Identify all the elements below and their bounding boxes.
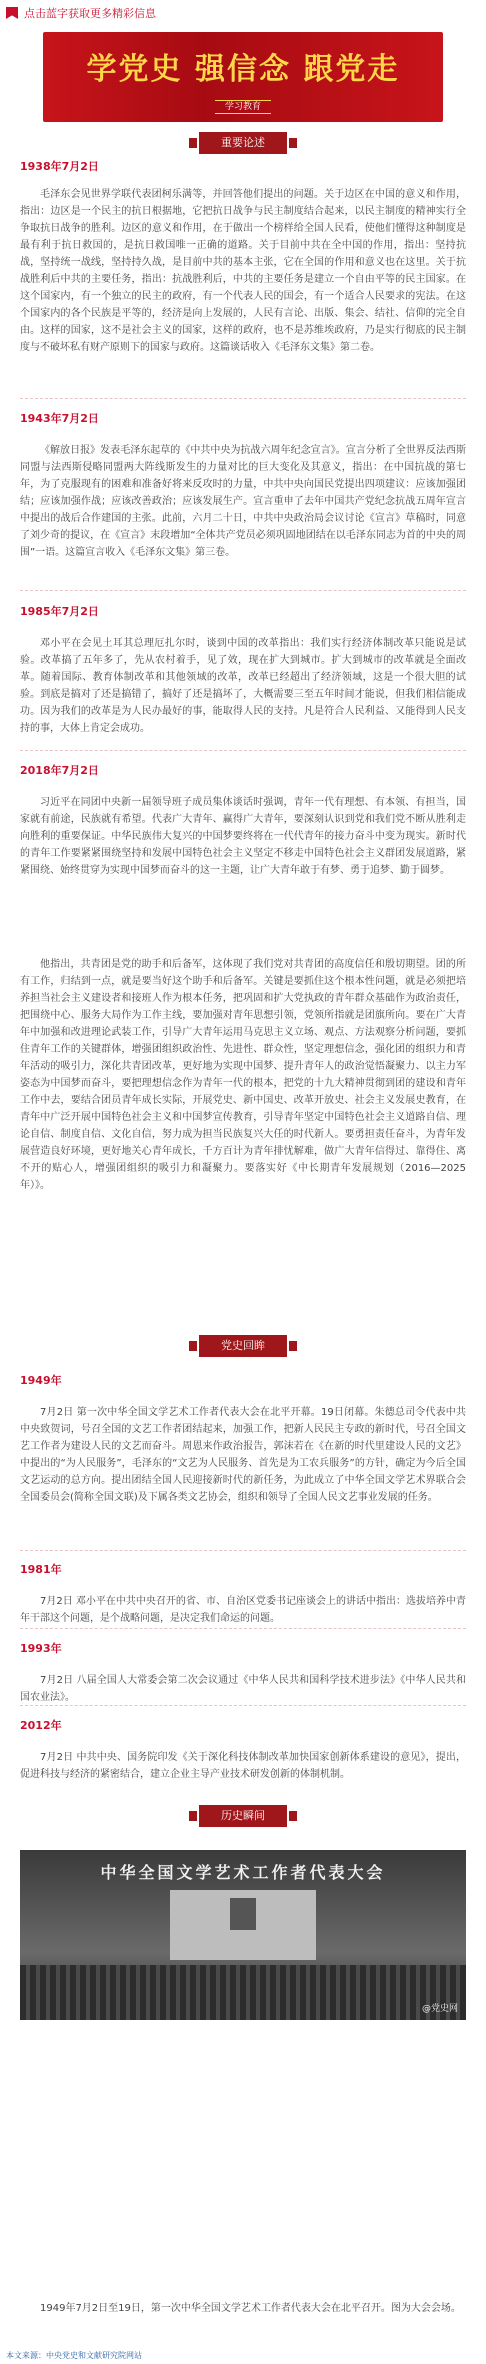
entry-text: 7月2日 邓小平在中共中央召开的省、市、自治区党委书记座谈会上的讲话中指出：选拔培养中青年干部这个问题，是个战略问题，是决定我们命运的问题。 (20, 1596, 466, 1624)
section-tag-review: 重要论述 (199, 132, 287, 154)
entry-text: 邓小平在会见土耳其总理厄扎尔时，谈到中国的改革指出：我们实行经济体制改革只能说是试验。改革搞了五年多了，先从农村着手，见了效，现在扩大到城市。扩大到城市的改革就是全面改革。随着国际、教育体制改革和其他领域的改革，改革已经超出了经济领域，这是一个很大胆的试验。到底是搞对了还是搞错了，搞好了还是搞坏了，大概需要三至五年时间才能说，但我们相信能成功。因为我们的改革是为人民办最好的事，能取得人民的支持。凡是符合人民利益、又能得到人民支持的事，大体上肯定会成功。 (20, 638, 466, 734)
entry-text: 7月2日 八届全国人大常委会第二次会议通过《中华人民共和国科学技术进步法》《中华人民共和国农业法》。 (20, 1675, 466, 1703)
section-tag-history: 党史回眸 (199, 1335, 287, 1357)
divider (20, 1705, 466, 1706)
history-1981 (0, 1561, 486, 1627)
entry-text: 习近平在同团中央新一届领导班子成员集体谈话时强调，青年一代有理想、有本领、有担当，国家就有前途，民族就有希望。代表广大青年、赢得广大青年，要深刻认识到党和我们党不断从胜利走向胜利的重要保证。中华民族伟大复兴的中国梦要终将在一代代青年的接力奋斗中变为现实。新时代的青年工作要紧紧围绕坚持和发展中国特色社会主义坚定不移走中国特色社会主义群团发展道路，紧紧围绕、始终贯穿为实现中国梦而奋斗的这一主题，让广大青年敢于有梦、勇于追梦、勤于圆梦。 (20, 797, 466, 876)
entry-date: 2018年7月2日 (20, 764, 99, 777)
photo-audience (20, 1965, 466, 2020)
banner-title: 学党史 强信念 跟党走 (86, 52, 400, 87)
divider (20, 750, 466, 751)
entry-text: 《解放日报》发表毛泽东起草的《中共中央为抗战六周年纪念宣言》。宣言分析了全世界反法西斯同盟与法西斯侵略同盟两大阵线斯发生的力量对比的巨大变化及其意义，指出：在中国抗战的第七年，为了克服现有的困难和准备好将来反攻时的力量，中共中央向国民党提出四项建议：应该加强团结；应该加强作战；应该改善政治；应该发展生产。宣言重申了去年中国共产党纪念抗战五周年宣言中提出的战后合作建国的主张。此前，六月二十日，中共中央政治局会议讨论《宣言》草稿时，同意了刘少奇的提议，在《宣言》末段增加“全体共产党员必须巩固地团结在以毛泽东同志为首的中央的周围”一语。这篇宣言收入《毛泽东文集》第三卷。 (20, 445, 466, 558)
photo-watermark: @党史网 (421, 2004, 458, 2014)
entry-text: 毛泽东会见世界学联代表团柯乐满等，并回答他们提出的问题。关于边区在中国的意义和作用，指出：边区是一个民主的抗日根据地，它把抗日战争与民主制度结合起来，以民主制度的精神实行全争取抗日战争的胜利。边区的意义和作用，在于做出一个榜样给全国人民看，使他们懂得这种制度是最有利于抗日救国的，是抗日救国唯一正确的道路。关于目前中共在全中国的作用，指出：坚持抗战，坚持统一战线，坚持持久战，是目前中共的基本主张，它在全国的作用和意义也在这里。关于抗战胜利后中共的主要任务，指出：抗战胜利后，中共的主要任务是建立一个自由平等的民主国家。在这个国家内，有一个独立的民主的政府，有一个代表人民的国会，有一个适合人民要求的宪法。在这个国家内的各个民族是平等的，经济是向上发展的，人民有言论、出版、集会、结社、信仰的完全自由。这样的国家，这不是社会主义的国家，这样的政府，也不是苏维埃政府，乃是实行彻底的民主制度与不破坏私有财产原则下的国家与政府。这篇谈话收入《毛泽东文集》第二卷。 (20, 189, 466, 353)
entry-date: 1949年 (20, 1374, 62, 1387)
entry-text: 7月2日 中共中央、国务院印发《关于深化科技体制改革加快国家创新体系建设的意见》，提出，促进科技与经济的紧密结合，建立企业主导产业技术研发创新的体制机制。 (20, 1752, 466, 1780)
entry-text: 7月2日 第一次中华全国文学艺术工作者代表大会在北平开幕。19日闭幕。朱德总司令代表中共中央致贺词，号召全国的文艺工作者团结起来，加强工作，把新人民民主专政的新时代，号召全国文艺工作者为建设人民的文艺而奋斗。周恩来作政治报告，郭沫若在《在新的时代里建设人民的文艺》中提出的“为人民服务”，毛泽东的“文艺为人民服务、首先是为工农兵服务”的方针，确定为今后全国文艺运动的总方向。提出团结全国人民迎接新时代的新任务，为此成立了中华全国文学艺术界联合会全国委员会(简称全国文联)及下属各类文艺协会，组织和领导了全国人民文艺事业发展的任务。 (20, 1407, 466, 1503)
review-2018 (0, 762, 486, 1328)
review-1985 (0, 603, 486, 753)
historical-photo (20, 1850, 466, 2020)
divider (20, 590, 466, 591)
photo-caption: 1949年7月2日至19日，第一次中华全国文学艺术工作者代表大会在北平召开。图为大会会场。 (40, 2303, 461, 2314)
entry-text: 他指出，共青团是党的助手和后备军，这体现了我们党对共青团的高度信任和殷切期望。团的所有工作，归结到一点，就是要当好这个助手和后备军。关键是要抓住这个根本性问题，就是必须把培养担当社会主义建设者和接班人作为根本任务，把巩固和扩大党执政的青年群众基础作为政治责任，把围绕中心、服务大局作为工作主线，要加强对青年思想引领，党领所指就是团旗所向。要在广大青年中加强和改进理论武装工作，引导广大青年运用马克思主义立场、观点、方法观察分析问题，要抓住青年工作的关键群体，增强团组织政治性、先进性、群众性，坚定理想信念，强化团的组织力和青年活动的吸引力，深化共青团改革，更好地为实现中国梦、提升青年人的政治觉悟凝聚力、以主力军姿态为中国梦而奋斗，要把理想信念作为青年一代的根本，把党的十九大精神贯彻到团的建设和青年工作中去，要结合团员青年成长实际，开展党史、新中国史、改革开放史、社会主义发展史教育，在青年中广泛开展中国特色社会主义和中国梦宣传教育，引导青年坚定中国特色社会主义道路自信、理论自信、制度自信、文化自信，努力成为担当民族复兴大任的时代新人。要勇担责任奋斗，为青年发展营造良好环境，更好地关心青年成长，千方百计为青年排忧解难，做广大青年信得过、靠得住、离不开的贴心人，增强团组织的吸引力和凝聚力。要落实好《中长期青年发展规划（2016—2025年）》。 (20, 959, 466, 1191)
source-link[interactable]: 本文来源：中央党史和文献研究院网站 (6, 2351, 142, 2360)
divider (20, 1628, 466, 1629)
entry-date: 1938年7月2日 (20, 160, 99, 173)
entry-date: 1993年 (20, 1642, 62, 1655)
header-banner (43, 32, 443, 122)
section-tag-moment: 历史瞬间 (199, 1805, 287, 1827)
history-1993 (0, 1640, 486, 1706)
review-1943 (0, 410, 486, 594)
entry-date: 2012年 (20, 1719, 62, 1732)
photo-hall-banner: 中华全国文学艺术工作者代表大会 (100, 1863, 386, 1882)
entry-date: 1943年7月2日 (20, 412, 99, 425)
history-1949 (0, 1372, 486, 1556)
entry-date: 1985年7月2日 (20, 605, 99, 618)
follow-tip-text[interactable]: 点击蓝字获取更多精彩信息 (24, 7, 156, 20)
entry-date: 1981年 (20, 1563, 62, 1576)
banner-subtitle: 学习教育 (215, 100, 271, 114)
divider (20, 398, 466, 399)
ribbon-icon (6, 7, 18, 19)
history-2012 (0, 1717, 486, 1783)
follow-tip-bar[interactable] (0, 0, 486, 26)
photo-portrait (230, 1898, 256, 1930)
review-1938 (0, 158, 486, 401)
divider (20, 1550, 466, 1551)
